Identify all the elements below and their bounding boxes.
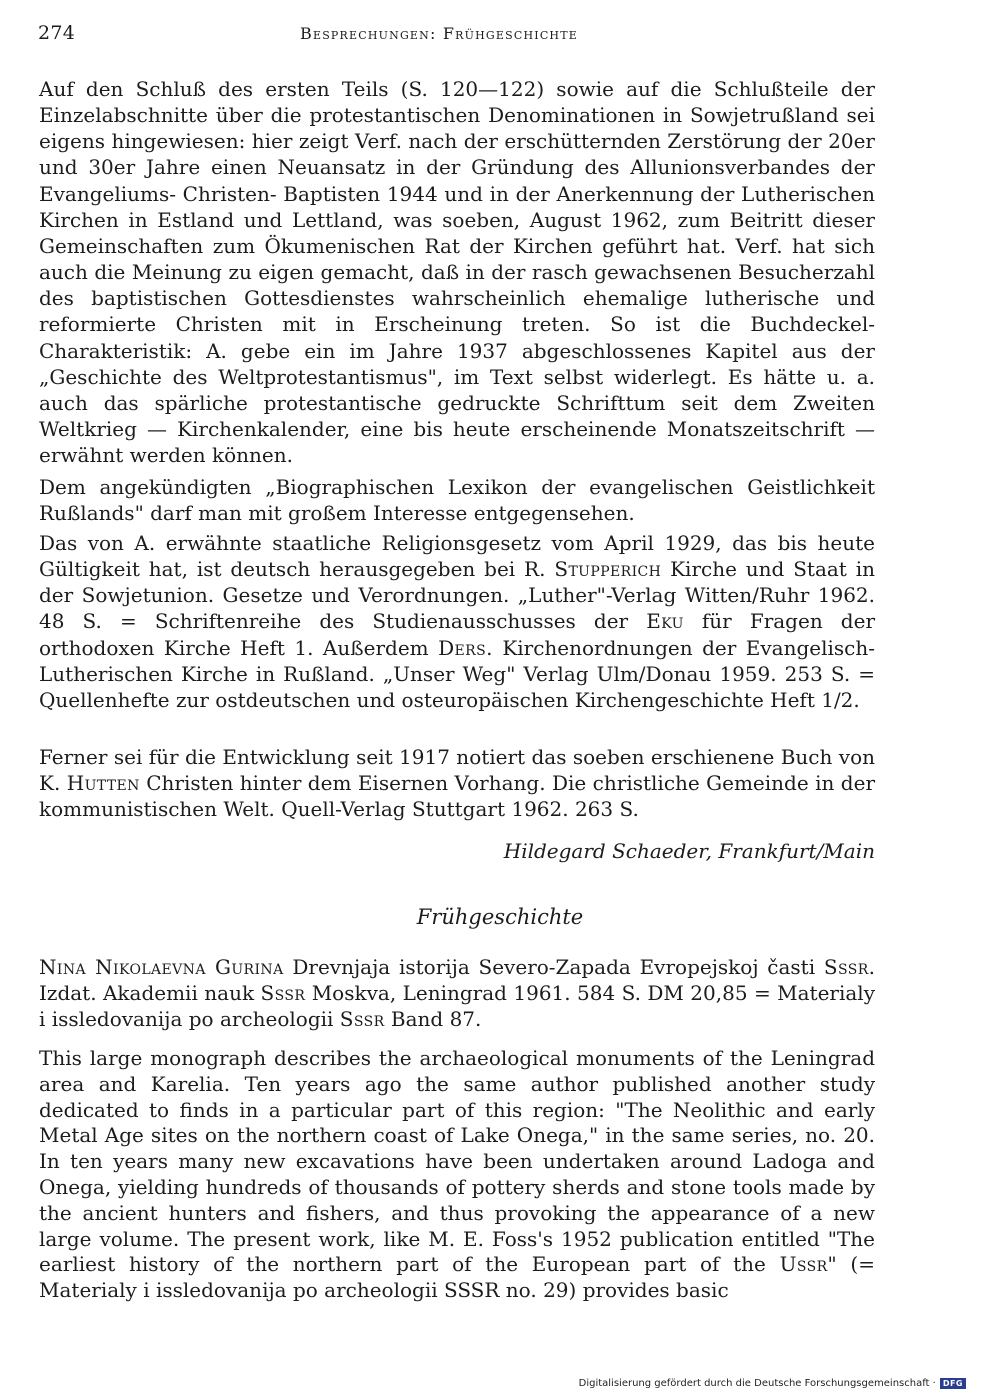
- running-head: Besprechungen: Frühgeschichte: [300, 24, 578, 43]
- reviewer-signature: Hildegard Schaeder, Frankfurt/Main: [503, 839, 875, 863]
- author-name: Stupperich: [554, 557, 662, 582]
- text-run: Moskva, Leningrad 1961. 584 S. DM 20,85 = Materialy i issledovanija po archeologii: [39, 981, 876, 1032]
- review-paragraph-2: [39, 474, 875, 526]
- text-run: Ferner sei für die Entwicklung seit 1917 notiert das soeben erschienene Buch von K.: [39, 745, 875, 796]
- paragraph-text: [39, 744, 875, 822]
- review-paragraph-1: [39, 76, 875, 468]
- review-paragraph-3: [39, 530, 875, 713]
- text-run: Drevnjaja istorija Severo-Zapada Evropejskoj časti: [283, 955, 824, 979]
- paragraph-text: Dem angekündigten „Biographischen Lexikon der evangelischen Geistlichkeit Rußlands" darf man mit großem Interesse entgegensehen.: [39, 475, 875, 526]
- text-run: . Izdat. Akademii nauk: [39, 955, 875, 1006]
- text-run: Christen hinter dem Eisernen Vorhang. Die christliche Gemeinde in der kommunistischen Welt. Quell-Verlag Stuttgart 1962. 263 S.: [39, 771, 876, 822]
- abbreviation: Sssr: [339, 1007, 385, 1032]
- paragraph-text: Auf den Schluß des ersten Teils (S. 120—122) sowie auf die Schlußteile der Einzelabschnitte über die protestantischen Denominationen in Sowjetrußland sei eigens hingewiesen: hier zeigt Verf. nach der erschütternden Zerstörung der 20er und 30er Jahre einen Neuansatz in der Gründung des Allunionsverbandes der Evangeliums- Christen- Baptisten 1944 und in der Anerkennung der Lutherischen Kirchen in Estland und Lettland, was soeben, August 1962, zum Beitritt dieser Gemeinschaften zum Ökumenischen Rat der Kirchen geführt hat. Verf. hat sich auch die Meinung zu eigen gemacht, daß in der rasch gewachsenen Besucherzahl des baptistischen Gottesdienstes wahrscheinlich ehemalige lutherische und reformierte Christen mit in Erscheinung treten. So ist die Buchdeckel-Charakteristik: A. gebe ein im Jahre 1937 abgeschlossenes Kapitel aus der „Geschichte des Weltprotestantismus", im Text selbst widerlegt. Es hätte u. a. auch das spärliche protestantische gedruckte Schrifttum seit dem Zweiten Weltkrieg — Kirchenkalender, eine bis heute erscheinende Monatszeitschrift — erwähnt werden können.: [39, 77, 875, 468]
- author-name: Nina Nikolaevna Gurina: [39, 955, 284, 979]
- page-number: 274: [38, 22, 76, 44]
- text-run: " (= Materialy i issledovanija po archeologii SSSR no. 29) provides basic: [39, 1252, 875, 1303]
- abbreviation: Ussr: [779, 1252, 828, 1277]
- bibliographic-entry: [39, 954, 875, 1032]
- dfg-logo: DFG: [940, 1378, 966, 1389]
- text-run: This large monograph describes the archaeological monuments of the Leningrad area and Karelia. Ten years ago the same author published another study dedicated to finds in a particular part of this region: "The Neolithic and early Metal Age sites on the northern coast of Lake Onega," in the same series, no. 20. In ten years many new excavations have been undertaken around Ladoga and Onega, yielding hundreds of thousands of pottery sherds and stone tools made by the ancient hunters and fishers, and thus provoking the appearance of a new large volume. The present work, like M. E. Foss's 1952 publication entitled "The earliest history of the northern part of the European part of the: [39, 1046, 875, 1277]
- footer-text: Digitalisierung gefördert durch die Deutsche Forschungsgemeinschaft ·: [578, 1378, 936, 1389]
- text-run: Kirchenordnungen der Evangelisch-Lutherischen Kirche in Rußland. „Unser Weg" Verlag Ulm/Donau 1959. 253 S. = Quellenhefte zur ostdeutschen und osteuropäischen Kirchengeschichte Heft 1/2.: [39, 635, 875, 712]
- abbreviation: Sssr: [260, 981, 306, 1006]
- review-paragraph-4: [39, 744, 875, 822]
- review-body: [39, 1046, 875, 1304]
- paragraph-text: [39, 530, 875, 713]
- paragraph-text: [39, 1046, 875, 1304]
- digitization-footer: [579, 1378, 966, 1389]
- abbreviation: Eku: [646, 609, 684, 634]
- abbreviation: Sssr: [823, 955, 869, 979]
- paragraph-text: [39, 954, 875, 1032]
- section-title: Frühgeschichte: [416, 905, 584, 929]
- text-run: Band 87.: [384, 1007, 482, 1032]
- author-name: Hutten: [66, 771, 140, 796]
- text-run: Das von A. erwähnte staatliche Religionsgesetz vom April 1929, das bis heute Gültigkeit hat, ist deutsch herausgegeben bei R.: [39, 531, 875, 582]
- abbreviation: Ders.: [438, 635, 493, 660]
- text-run: Kirche und Staat in der Sowjetunion. Gesetze und Verordnungen. „Luther"-Verlag Witten/Ruhr 1962. 48 S. = Schriftenreihe des Studienausschusses der: [39, 557, 875, 634]
- text-run: für Fragen der orthodoxen Kirche Heft 1. Außerdem: [39, 609, 875, 660]
